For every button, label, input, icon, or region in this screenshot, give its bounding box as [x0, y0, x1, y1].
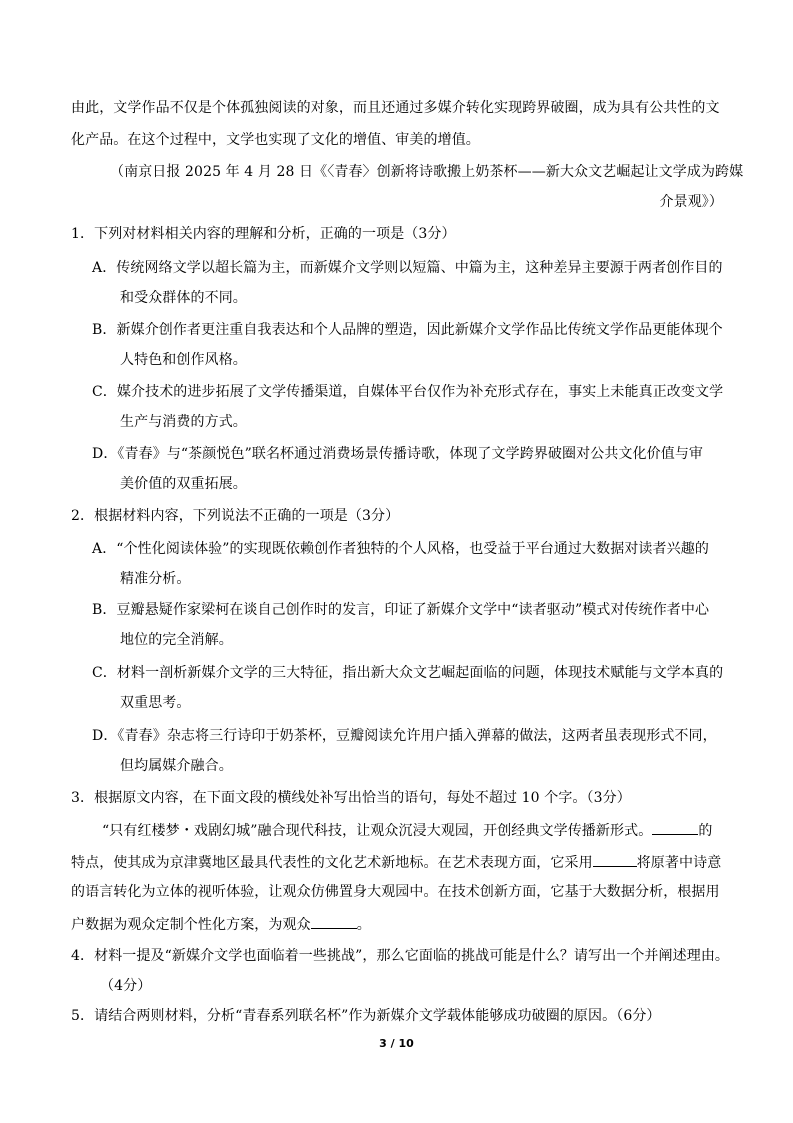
source-citation-end: 介景观》） [659, 194, 723, 210]
question-1-option-c-cont: 生产与消费的方式。 [120, 414, 247, 430]
question-1-option-d: D．《青春》与“茶颜悦色”联名杯通过消费场景传播诗歌，体现了文学跨界破圈对公共文化价值与审 [92, 446, 704, 462]
question-2-option-b-cont: 地位的完全消解。 [120, 632, 233, 648]
passage-line: 化产品。在这个过程中，文学也实现了文化的增值、审美的增值。 [71, 132, 480, 148]
question-4-score: （4分） [100, 978, 152, 994]
passage-line: 由此，文学作品不仅是个体孤独阅读的对象，而且还通过多媒介转化实现跨界破圈，成为具有公共性的文 [71, 100, 720, 116]
question-3-paragraph-line: 的语言转化为立体的视听体验，让观众仿佛置身大观园中。在技术创新方面，它基于大数据分析，根据用 [71, 884, 720, 900]
page-number: 3 / 10 [379, 1037, 414, 1050]
paragraph-text: 户数据为观众定制个性化方案，为观众 [71, 917, 311, 933]
fill-blank-1[interactable] [652, 820, 698, 835]
question-2-option-a: A．“个性化阅读体验”的实现既依赖创作者独特的个人风格，也受益于平台通过大数据对读者兴趣的 [92, 541, 709, 557]
question-1-stem: 1．下列对材料相关内容的理解和分析，正确的一项是（3分） [71, 226, 456, 242]
question-2-option-d-cont: 但均属媒介融合。 [120, 758, 233, 774]
question-1-option-b: B．新媒介创作者更注重自我表达和个人品牌的塑造，因此新媒介文学作品比传统文学作品更能体现个 [92, 322, 723, 338]
question-4-stem: 4．材料一提及“新媒介文学也面临着一些挑战”，那么它面临的挑战可能是什么？请写出一个并阐述理由。 [71, 948, 730, 964]
question-1-option-c: C．媒介技术的进步拓展了文学传播渠道，自媒体平台仅作为补充形式存在，事实上未能真正改变文学 [92, 384, 724, 400]
paragraph-text: “只有红楼梦・戏剧幻城”融合现代科技，让观众沉浸大观园，开创经典文学传播新形式。 [102, 823, 653, 839]
question-2-option-c: C．材料一剖析新媒介文学的三大特征，指出新大众文艺崛起面临的问题，体现技术赋能与文学本真的 [92, 665, 724, 681]
fill-blank-3[interactable] [311, 914, 357, 929]
question-1-option-d-cont: 美价值的双重拓展。 [120, 476, 247, 492]
question-1-option-a: A．传统网络文学以超长篇为主，而新媒介文学则以短篇、中篇为主，这种差异主要源于两者创作目的 [92, 260, 723, 276]
question-2-option-d: D．《青春》杂志将三行诗印于奶茶杯，豆瓣阅读允许用户插入弹幕的做法，这两者虽表现形式不同， [92, 728, 717, 744]
question-1-option-b-cont: 人特色和创作风格。 [120, 352, 247, 368]
question-3-stem: 3．根据原文内容，在下面文段的横线处补写出恰当的语句，每处不超过 10 个字。（3分） [71, 790, 631, 806]
paragraph-text: 的 [698, 823, 713, 839]
question-5-stem: 5．请结合两则材料，分析“青春系列联名杯”作为新媒介文学载体能够成功破圈的原因。（6分） [71, 1008, 661, 1024]
question-2-option-c-cont: 双重思考。 [120, 695, 191, 711]
question-3-paragraph-line [71, 914, 371, 935]
question-2-stem: 2．根据材料内容，下列说法不正确的一项是（3分） [71, 508, 400, 524]
paragraph-text: 。 [356, 917, 371, 933]
paragraph-text: 将原著中诗意 [636, 855, 722, 871]
question-2-option-b: B．豆瓣悬疑作家梁柯在谈自己创作时的发言，印证了新媒介文学中“读者驱动”模式对传统作者中心 [92, 602, 710, 618]
question-3-paragraph-line [102, 820, 712, 841]
question-2-option-a-cont: 精准分析。 [120, 571, 191, 587]
question-3-paragraph-line [71, 852, 721, 873]
question-1-option-a-cont: 和受众群体的不同。 [120, 290, 247, 306]
fill-blank-2[interactable] [593, 852, 637, 867]
source-citation: （南京日报 2025 年 4 月 28 日《〈青春〉创新将诗歌搬上奶茶杯——新大众文艺崛起让文学成为跨媒 [110, 164, 744, 180]
paragraph-text: 特点，使其成为京津冀地区最具代表性的文化艺术新地标。在艺术表现方面，它采用 [71, 855, 593, 871]
